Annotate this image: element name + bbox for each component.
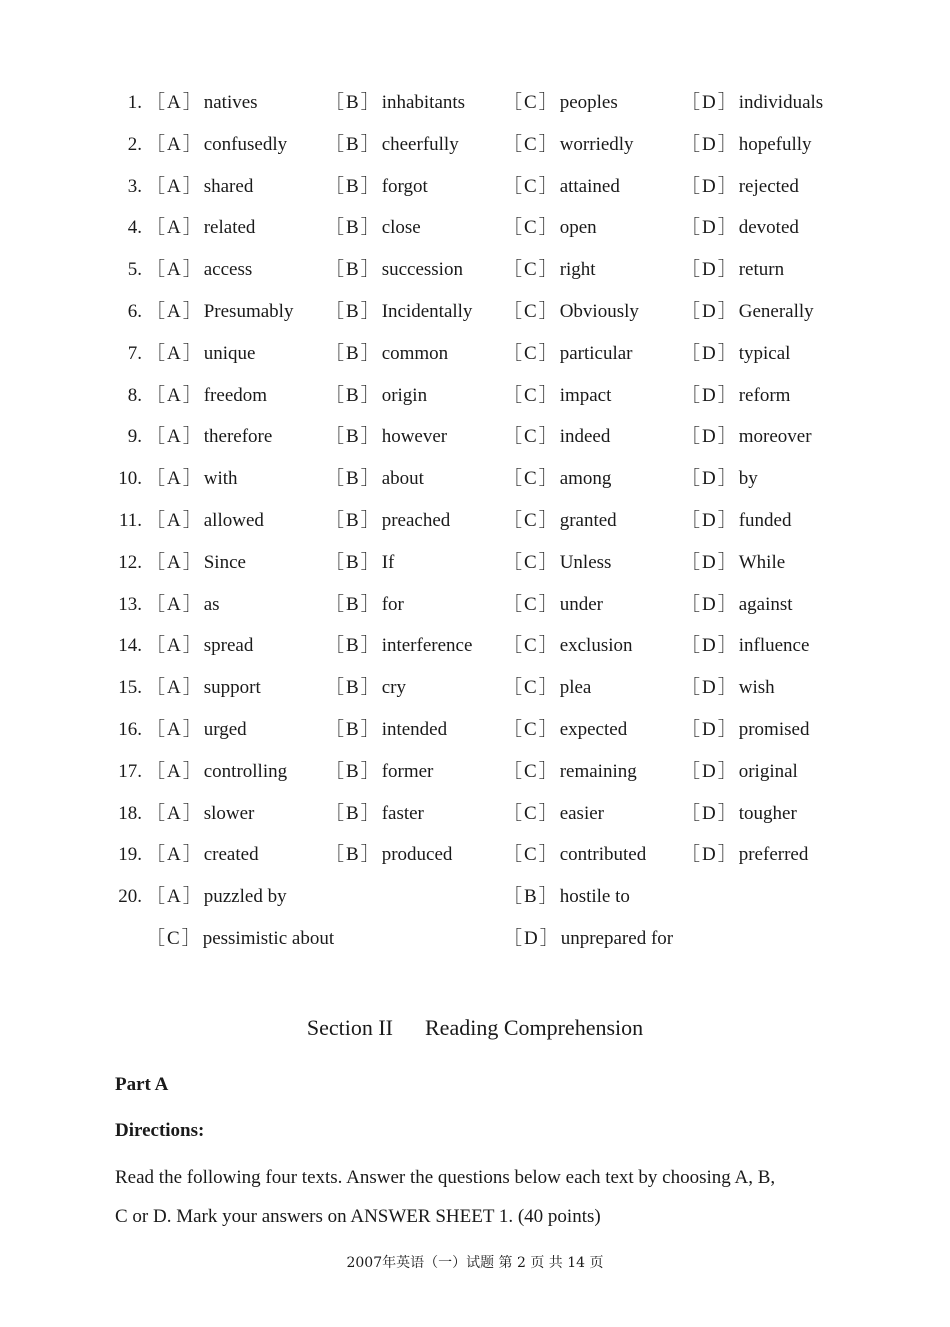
option-text: preferred (738, 844, 809, 866)
option-label: ［C］ (503, 133, 560, 155)
option-text: however (381, 426, 448, 448)
option-text: with (203, 468, 238, 490)
option-d (681, 422, 812, 452)
option-label: ［C］ (146, 928, 203, 949)
question-row (0, 422, 950, 452)
option-label: ［D］ (681, 301, 739, 322)
option-label: ［A］ (146, 844, 204, 866)
option-text: particular (559, 342, 633, 364)
option-label: ［A］ (146, 677, 204, 699)
question-row (0, 548, 950, 578)
option-d (681, 673, 775, 703)
option-text: easier (559, 802, 604, 824)
directions-line: C or D. Mark your answers on ANSWER SHEET 1. (40 points) (115, 1206, 601, 1227)
option-text: slower (203, 802, 255, 824)
question-number: 1. (127, 92, 142, 113)
question-number: 8. (127, 384, 142, 406)
option-text: under (559, 593, 603, 615)
option-label: ［D］ (681, 677, 739, 699)
option-label: ［D］ (681, 635, 739, 657)
option-label: ［C］ (503, 719, 560, 740)
option-label: ［A］ (146, 593, 204, 615)
option-b (325, 673, 406, 703)
option-text: exclusion (559, 635, 633, 657)
option-text: unique (203, 342, 256, 364)
option-text: common (381, 342, 449, 364)
option-b (325, 506, 450, 536)
option-text: interference (381, 635, 473, 657)
option-label: ［A］ (146, 259, 204, 281)
option-label: ［C］ (503, 217, 560, 239)
option-c (503, 464, 611, 494)
option-a (146, 715, 247, 745)
option-text: close (381, 217, 421, 239)
question-number: 2. (127, 133, 142, 155)
directions-text (115, 1158, 845, 1236)
option-b (325, 757, 433, 787)
option-label: ［C］ (503, 468, 560, 490)
option-label: ［D］ (681, 384, 739, 406)
option-label: ［C］ (503, 635, 560, 657)
option-a (146, 506, 264, 536)
question-number: 10. (118, 468, 142, 490)
option-text: peoples (559, 92, 618, 113)
option-label: ［A］ (146, 802, 204, 824)
directions-line: Read the following four texts. Answer the questions below each text by choosing A, B, (115, 1167, 776, 1188)
option-text: spread (203, 635, 254, 657)
option-label: ［B］ (325, 510, 382, 531)
option-b (325, 464, 424, 494)
option-label: ［C］ (503, 510, 560, 531)
option-text: related (203, 217, 256, 239)
option-text: individuals (738, 92, 824, 113)
question-row (0, 130, 950, 160)
option-text: original (738, 760, 798, 782)
option-text: attained (559, 175, 620, 197)
option-a (146, 88, 258, 118)
option-text: impact (559, 384, 612, 406)
option-text: hostile to (559, 886, 630, 907)
option-text: While (738, 551, 786, 573)
option-label: ［B］ (325, 259, 382, 281)
option-label: ［B］ (325, 92, 382, 113)
option-a (146, 590, 220, 620)
option-label: ［A］ (146, 342, 204, 364)
option-label: ［A］ (146, 217, 204, 239)
option-text: expected (559, 719, 628, 740)
option-text: created (203, 844, 259, 866)
section-name: Reading Comprehension (425, 1015, 644, 1040)
option-a (146, 381, 267, 411)
option-text: unprepared for (560, 928, 674, 949)
question-number: 7. (127, 342, 142, 364)
option-text: by (738, 468, 758, 490)
option-a (146, 757, 287, 787)
option-d (681, 506, 792, 536)
question-20-row1 (0, 882, 950, 912)
option-label: ［C］ (503, 301, 560, 322)
option-c (503, 339, 632, 369)
option-d (681, 590, 793, 620)
option-text: Presumably (203, 301, 294, 322)
directions-heading: Directions: (115, 1120, 205, 1141)
option-label: ［B］ (325, 468, 382, 490)
question-row (0, 757, 950, 787)
option-label: ［D］ (681, 719, 739, 740)
option-b (325, 339, 448, 369)
option-b (325, 381, 427, 411)
option-text: Generally (738, 301, 814, 322)
option-text: for (381, 593, 404, 615)
option-c (503, 631, 633, 661)
question-number: 13. (118, 593, 142, 615)
option-label: ［B］ (325, 677, 382, 699)
question-number: 12. (118, 551, 142, 573)
option-label: ［B］ (325, 301, 382, 322)
option-b (325, 799, 424, 829)
option-text: origin (381, 384, 428, 406)
option-label: ［A］ (146, 133, 204, 155)
option-label: ［C］ (503, 844, 560, 866)
option-label: ［B］ (325, 635, 382, 657)
option-c (503, 172, 620, 202)
option-text: plea (559, 677, 592, 699)
option-label: ［D］ (681, 259, 739, 281)
option-label: ［C］ (503, 384, 560, 406)
option-d (681, 339, 790, 369)
question-number: 18. (118, 802, 142, 824)
option-text: pessimistic about (202, 928, 335, 949)
option-c (503, 673, 591, 703)
option-text: natives (203, 92, 258, 113)
question-row (0, 88, 950, 118)
option-text: access (203, 259, 253, 281)
option-label: ［C］ (503, 342, 560, 364)
option-text: support (203, 677, 261, 699)
option-label: ［B］ (503, 886, 560, 907)
option-c (503, 88, 618, 118)
option-text: Obviously (559, 301, 639, 322)
option-b (325, 130, 459, 160)
question-number: 19. (118, 844, 142, 866)
option-label: ［B］ (325, 217, 382, 239)
option-b (325, 840, 452, 870)
option-c (503, 381, 611, 411)
page-footer: 2007年英语（一）试题 第 2 页 共 14 页 (346, 1255, 604, 1271)
option-a (146, 172, 253, 202)
option-text: reform (738, 384, 791, 406)
option-text: shared (203, 175, 254, 197)
option-text: Unless (559, 551, 612, 573)
option-text: granted (559, 510, 617, 531)
option-label: ［A］ (146, 384, 204, 406)
option-label: ［D］ (681, 426, 739, 448)
option-label: ［D］ (681, 175, 739, 197)
option-text: rejected (738, 175, 799, 197)
question-row (0, 590, 950, 620)
option-text: devoted (738, 217, 799, 239)
option-a (146, 422, 272, 452)
section-title (0, 1011, 950, 1045)
option-d (681, 799, 797, 829)
option-label: ［D］ (681, 551, 739, 573)
option-text: inhabitants (381, 92, 466, 113)
option-b (503, 882, 630, 912)
option-c (503, 506, 617, 536)
option-d (503, 924, 673, 954)
option-text: return (738, 259, 785, 281)
option-label: ［A］ (146, 760, 204, 782)
option-text: controlling (203, 760, 288, 782)
question-row (0, 840, 950, 870)
option-text: Since (203, 551, 246, 573)
option-label: ［B］ (325, 719, 382, 740)
question-row (0, 255, 950, 285)
option-label: ［B］ (325, 593, 382, 615)
option-label: ［A］ (146, 301, 204, 322)
option-a (146, 130, 287, 160)
question-number: 4. (127, 217, 142, 239)
option-text: open (559, 217, 597, 239)
option-label: ［A］ (146, 635, 204, 657)
question-number: 3. (127, 175, 142, 197)
option-text: contributed (559, 844, 647, 866)
option-text: forgot (381, 175, 428, 197)
question-row (0, 297, 950, 327)
option-text: moreover (738, 426, 812, 448)
option-label: ［A］ (146, 426, 204, 448)
option-label: ［A］ (146, 886, 204, 907)
option-b (325, 590, 404, 620)
question-number: 15. (118, 677, 142, 699)
option-text: cry (381, 677, 406, 699)
option-label: ［B］ (325, 426, 382, 448)
option-c (503, 757, 637, 787)
option-text: about (381, 468, 424, 490)
option-d (681, 172, 799, 202)
option-c (503, 799, 604, 829)
option-label: ［A］ (146, 92, 204, 113)
option-b (325, 213, 421, 243)
option-label: ［B］ (325, 760, 382, 782)
option-b (325, 88, 465, 118)
question-number: 5. (127, 259, 142, 281)
question-number: 14. (118, 635, 142, 657)
option-label: ［C］ (503, 175, 560, 197)
option-a (146, 840, 259, 870)
option-b (325, 715, 447, 745)
option-label: ［C］ (503, 259, 560, 281)
option-label: ［B］ (325, 384, 382, 406)
option-label: ［A］ (146, 551, 204, 573)
option-c (503, 715, 627, 745)
section-number: Section II (306, 1015, 393, 1040)
option-d (681, 715, 809, 745)
option-label: ［D］ (681, 844, 739, 866)
option-a (146, 213, 255, 243)
option-b (325, 631, 472, 661)
option-text: puzzled by (203, 886, 287, 907)
option-label: ［C］ (503, 677, 560, 699)
option-a (146, 631, 253, 661)
option-a (146, 799, 254, 829)
option-text: freedom (203, 384, 268, 406)
question-number: 11. (118, 510, 142, 531)
option-c (503, 590, 603, 620)
option-text: among (559, 468, 612, 490)
question-number: 20. (118, 886, 142, 907)
option-d (681, 381, 790, 411)
option-text: succession (381, 259, 463, 281)
option-text: allowed (203, 510, 264, 531)
option-c (503, 255, 596, 285)
option-c (503, 297, 639, 327)
option-text: against (738, 593, 793, 615)
option-d (681, 255, 784, 285)
option-text: right (559, 259, 596, 281)
option-label: ［C］ (503, 802, 560, 824)
option-c (503, 840, 646, 870)
option-c (146, 924, 334, 954)
option-text: If (381, 551, 395, 573)
question-row (0, 715, 950, 745)
option-label: ［D］ (503, 928, 561, 949)
option-text: cheerfully (381, 133, 459, 155)
option-text: funded (738, 510, 792, 531)
option-d (681, 631, 809, 661)
option-label: ［C］ (503, 760, 560, 782)
option-text: produced (381, 844, 453, 866)
option-d (681, 464, 758, 494)
question-number: 17. (118, 760, 142, 782)
option-text: urged (203, 719, 247, 740)
option-label: ［A］ (146, 468, 204, 490)
option-a (146, 464, 238, 494)
question-row (0, 213, 950, 243)
question-row (0, 673, 950, 703)
part-heading: Part A (115, 1074, 169, 1095)
option-text: former (381, 760, 434, 782)
option-label: ［A］ (146, 510, 204, 531)
option-label: ［C］ (503, 92, 560, 113)
option-d (681, 548, 785, 578)
option-text: worriedly (559, 133, 634, 155)
option-d (681, 213, 799, 243)
option-label: ［A］ (146, 175, 204, 197)
option-text: remaining (559, 760, 637, 782)
option-text: hopefully (738, 133, 812, 155)
option-a (146, 673, 261, 703)
question-row (0, 381, 950, 411)
option-text: therefore (203, 426, 273, 448)
option-c (503, 213, 597, 243)
option-text: promised (738, 719, 810, 740)
option-label: ［D］ (681, 92, 739, 113)
option-label: ［C］ (503, 593, 560, 615)
option-label: ［D］ (681, 342, 739, 364)
option-d (681, 840, 808, 870)
option-d (681, 88, 823, 118)
option-a (146, 548, 246, 578)
option-text: wish (738, 677, 775, 699)
option-text: faster (381, 802, 424, 824)
option-label: ［B］ (325, 844, 382, 866)
option-text: indeed (559, 426, 611, 448)
option-c (503, 130, 634, 160)
option-c (503, 548, 611, 578)
option-text: typical (738, 342, 791, 364)
option-text: confusedly (203, 133, 288, 155)
option-text: as (203, 593, 220, 615)
option-label: ［D］ (681, 593, 739, 615)
option-d (681, 297, 814, 327)
option-label: ［D］ (681, 760, 739, 782)
question-row (0, 799, 950, 829)
option-d (681, 130, 812, 160)
option-a (146, 339, 255, 369)
option-label: ［D］ (681, 802, 739, 824)
option-label: ［D］ (681, 510, 739, 531)
option-label: ［B］ (325, 342, 382, 364)
question-number: 9. (127, 426, 142, 448)
option-label: ［B］ (325, 551, 382, 573)
option-a (146, 882, 287, 912)
option-label: ［D］ (681, 217, 739, 239)
option-a (146, 297, 293, 327)
option-b (325, 172, 428, 202)
option-text: tougher (738, 802, 797, 824)
option-label: ［C］ (503, 426, 560, 448)
option-text: intended (381, 719, 448, 740)
question-row (0, 172, 950, 202)
question-20-row2 (0, 924, 950, 954)
question-number: 16. (118, 719, 142, 740)
option-text: Incidentally (381, 301, 473, 322)
question-row (0, 506, 950, 536)
question-row (0, 464, 950, 494)
option-label: ［A］ (146, 719, 204, 740)
option-label: ［B］ (325, 175, 382, 197)
option-b (325, 548, 394, 578)
question-number: 6. (127, 301, 142, 322)
option-a (146, 255, 252, 285)
option-text: influence (738, 635, 810, 657)
question-row (0, 631, 950, 661)
option-d (681, 757, 798, 787)
option-label: ［C］ (503, 551, 560, 573)
option-c (503, 422, 610, 452)
option-text: preached (381, 510, 451, 531)
option-label: ［B］ (325, 802, 382, 824)
question-row (0, 339, 950, 369)
option-label: ［B］ (325, 133, 382, 155)
option-b (325, 422, 447, 452)
option-label: ［D］ (681, 468, 739, 490)
option-b (325, 297, 472, 327)
option-b (325, 255, 463, 285)
option-label: ［D］ (681, 133, 739, 155)
